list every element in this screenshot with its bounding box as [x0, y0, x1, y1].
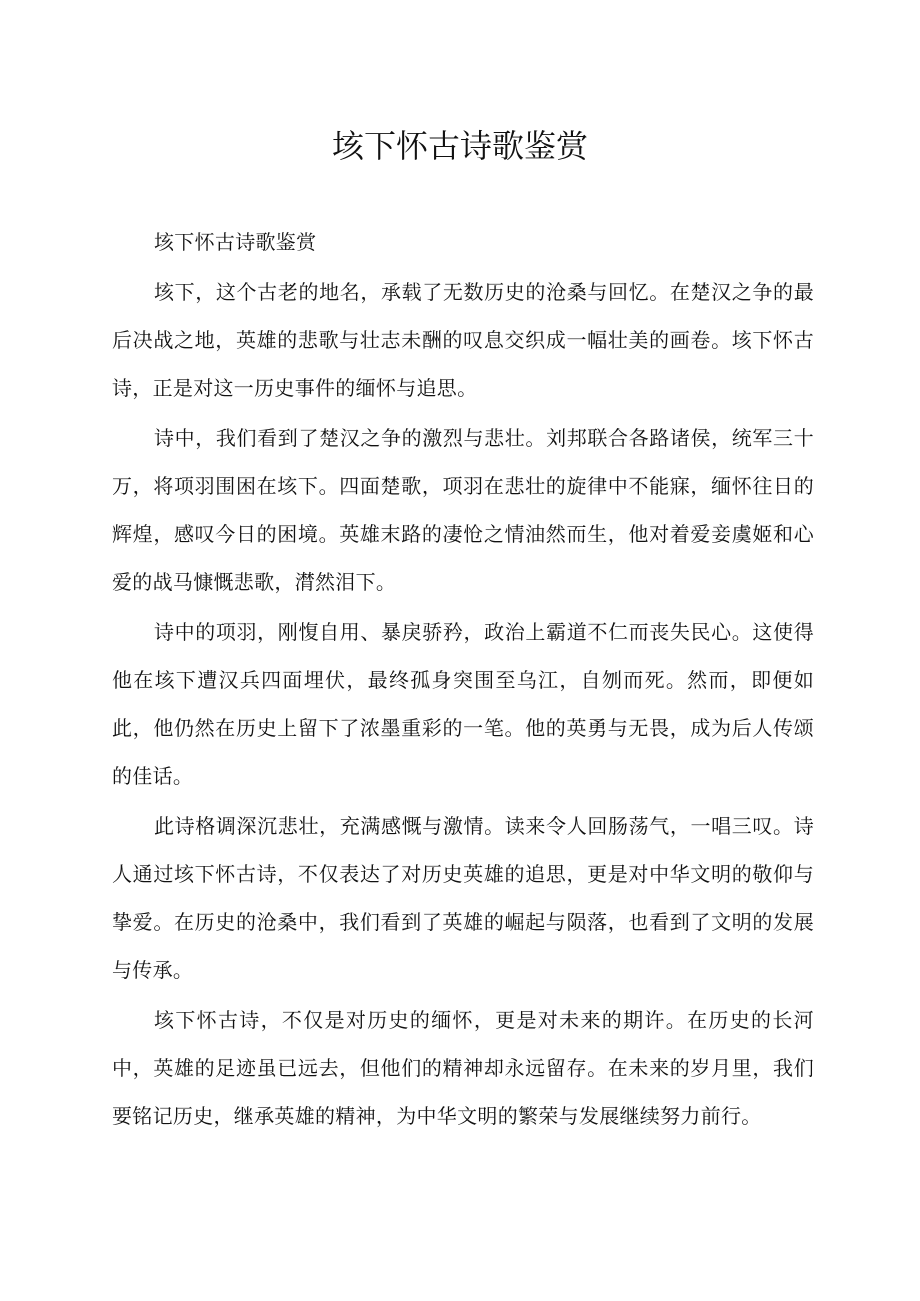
paragraph-3: 诗中的项羽，刚愎自用、暴戾骄矜，政治上霸道不仁而丧失民心。这使得他在垓下遭汉兵四面埋伏，最终孤身突围至乌江，自刎而死。然而，即便如此，他仍然在历史上留下了浓墨重彩的一笔。他的英勇与无畏，成为后人传颂的佳话。	[112, 620, 814, 788]
document-subtitle: 垓下怀古诗歌鉴赏	[154, 230, 317, 254]
document-title: 垓下怀古诗歌鉴赏	[331, 127, 588, 165]
paragraph-5: 垓下怀古诗，不仅是对历史的缅怀，更是对未来的期许。在历史的长河中，英雄的足迹虽已远去，但他们的精神却永远留存。在未来的岁月里，我们要铭记历史，继承英雄的精神，为中华文明的繁荣与发展继续努力前行。	[112, 1008, 814, 1128]
paragraph-1: 垓下，这个古老的地名，承载了无数历史的沧桑与回忆。在楚汉之争的最后决战之地，英雄的悲歌与壮志未酬的叹息交织成一幅壮美的画卷。垓下怀古诗，正是对这一历史事件的缅怀与追思。	[112, 280, 814, 400]
paragraph-2: 诗中，我们看到了楚汉之争的激烈与悲壮。刘邦联合各路诸侯，统军三十万，将项羽围困在垓下。四面楚歌，项羽在悲壮的旋律中不能寐，缅怀往日的辉煌，感叹今日的困境。英雄末路的凄怆之情油然而生，他对着爱妾虞姬和心爱的战马慷慨悲歌，潸然泪下。	[112, 426, 814, 594]
document-body	[112, 226, 814, 1142]
paragraph-4: 此诗格调深沉悲壮，充满感慨与激情。读来令人回肠荡气，一唱三叹。诗人通过垓下怀古诗，不仅表达了对历史英雄的追思，更是对中华文明的敬仰与挚爱。在历史的沧桑中，我们看到了英雄的崛起与陨落，也看到了文明的发展与传承。	[112, 814, 814, 982]
